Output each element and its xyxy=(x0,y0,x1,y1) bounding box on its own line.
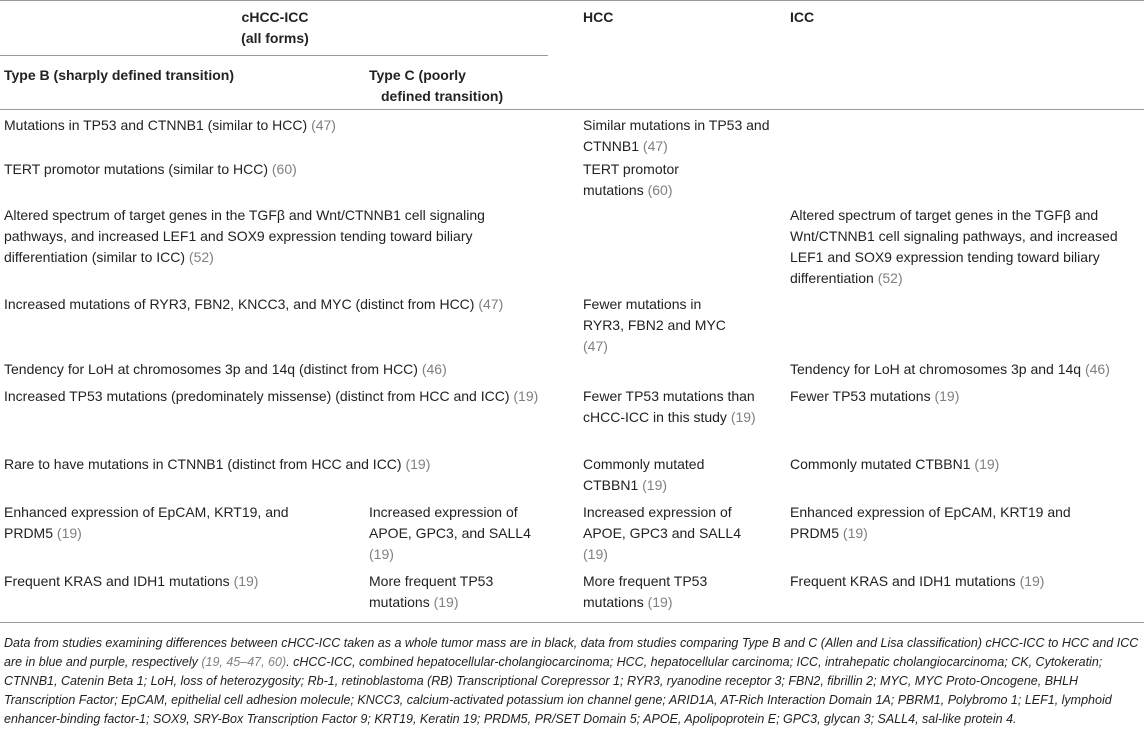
table-top-rule xyxy=(0,0,1144,1)
citation: (19) xyxy=(405,456,431,472)
citation: (19) xyxy=(842,525,868,541)
cell-text: Fewer TP53 mutations xyxy=(790,388,931,404)
hcc-column-header: HCC xyxy=(583,9,614,25)
row-2-type-b xyxy=(4,159,564,180)
row-1-hcc xyxy=(583,115,779,157)
cell-text: Altered spectrum of target genes in the TGFβ and Wnt/CTNNB1 cell signaling pathways, and increased LEF1 and SOX9 expression tending toward biliary differentiation (similar to ICC) xyxy=(4,207,485,265)
cell-text: Commonly mutated CTBBN1 xyxy=(583,456,705,493)
cell-text: More frequent TP53 mutations xyxy=(583,573,708,610)
group-header-label: cHCC-ICC xyxy=(241,9,309,25)
row-6-icc xyxy=(790,386,1134,407)
cell-text: Tendency for LoH at chromosomes 3p and 14q (distinct from HCC) xyxy=(4,361,418,377)
cell-text: Rare to have mutations in CTNNB1 (distinct from HCC and ICC) xyxy=(4,456,402,472)
row-6-hcc xyxy=(583,386,763,428)
citation: (46) xyxy=(1084,361,1110,377)
footnote-citations: (19, 45–47, 60) xyxy=(201,655,287,669)
row-8-type-b xyxy=(4,502,334,544)
citation: (19) xyxy=(369,546,394,562)
row-9-hcc xyxy=(583,571,743,613)
cell-text: Mutations in TP53 and CTNNB1 (similar to HCC) xyxy=(4,117,308,133)
citation: (19) xyxy=(513,388,539,404)
citation: (52) xyxy=(877,270,903,286)
cell-text: Enhanced expression of EpCAM, KRT19 and PRDM5 xyxy=(790,504,1071,541)
row-1-type-b xyxy=(4,115,564,136)
citation: (47) xyxy=(311,117,336,133)
group-header-sublabel: (all forms) xyxy=(241,30,309,46)
citation: (19) xyxy=(934,388,960,404)
row-7-type-b xyxy=(4,454,564,475)
cell-text: Increased expression of APOE, GPC3 and SALL4 xyxy=(583,504,741,541)
row-4-type-b xyxy=(4,294,534,315)
group-header-rule xyxy=(0,55,548,56)
header-bottom-rule xyxy=(0,109,1144,110)
row-9-icc xyxy=(790,571,1134,592)
cell-text: Altered spectrum of target genes in the TGFβ and Wnt/CTNNB1 cell signaling pathways, and increased LEF1 and SOX9 expression tending toward biliary differentiation xyxy=(790,207,1118,286)
citation: (47) xyxy=(478,296,504,312)
cell-text: Commonly mutated CTBBN1 xyxy=(790,456,971,472)
citation: (47) xyxy=(583,338,608,354)
cell-text: TERT promotor mutations (similar to HCC) xyxy=(4,161,268,177)
cell-text: Increased TP53 mutations (predominately missense) (distinct from HCC and ICC) xyxy=(4,388,510,404)
type-b-column-header: Type B (sharply defined transition) xyxy=(4,67,234,83)
cell-text: Enhanced expression of EpCAM, KRT19, and PRDM5 xyxy=(4,504,289,541)
citation: (60) xyxy=(647,182,673,198)
citation: (19) xyxy=(730,409,756,425)
group-header xyxy=(210,7,340,49)
row-7-hcc xyxy=(583,454,753,496)
cell-text: Fewer mutations in RYR3, FBN2 and MYC xyxy=(583,296,726,333)
footnote-abbreviations: . cHCC-ICC, combined hepatocellular-cholangiocarcinoma; HCC, hepatocellular carcinoma; ICC, intrahepatic cholangiocarcinoma; CK, Cytokeratin; CTNNB1, Catenin Beta 1; LoH, loss of heterozygosity; Rb-1, retinoblastoma (RB) Transcriptional Corepressor 1; RYR3, ryanodine receptor 3; FBN2, fibrillin 2; MYC, MYC Proto-Oncogene, BHLH Transcription Factor; EpCAM, epithelial cell adhesion molecule; KNCC3, calcium-activated potassium ion channel gene; ARID1A, AT-Rich Interaction Domain 1A; PBRM1, Polybromo 1; LEF1, lymphoid enhancer-binding factor-1; SOX9, SRY-Box Transcription Factor 9; KRT19, Keratin 19; PRDM5, PR/SET Domain 5; APOE, Apolipoprotein E; GPC3, glycan 3; SALL4, sal-like protein 4. xyxy=(4,655,1112,726)
row-7-icc xyxy=(790,454,1134,475)
table-footnote xyxy=(4,634,1140,729)
citation: (19) xyxy=(642,477,668,493)
row-9-type-b xyxy=(4,571,344,592)
citation: (19) xyxy=(433,594,459,610)
cell-text: More frequent TP53 mutations xyxy=(369,573,494,610)
type-c-header-line2: defined transition) xyxy=(381,88,504,104)
icc-column-header: ICC xyxy=(790,9,815,25)
cell-text: Frequent KRAS and IDH1 mutations xyxy=(790,573,1016,589)
citation: (19) xyxy=(1019,573,1045,589)
cell-text: Fewer TP53 mutations than cHCC-ICC in this study xyxy=(583,388,755,425)
citation: (19) xyxy=(56,525,82,541)
row-8-type-c xyxy=(369,502,549,565)
row-6-type-b xyxy=(4,386,544,407)
type-c-header-line1: Type C (poorly xyxy=(369,67,466,83)
cell-text: Increased mutations of RYR3, FBN2, KNCC3, and MYC (distinct from HCC) xyxy=(4,296,475,312)
citation: (19) xyxy=(647,594,673,610)
citation: (60) xyxy=(271,161,297,177)
citation: (19) xyxy=(583,546,608,562)
type-c-column-header xyxy=(369,65,503,107)
table-bottom-rule xyxy=(0,622,1144,623)
row-3-icc xyxy=(790,205,1134,289)
citation: (19) xyxy=(233,573,259,589)
row-2-hcc xyxy=(583,159,733,201)
cell-text: TERT promotor mutations xyxy=(583,161,679,198)
row-3-type-b xyxy=(4,205,514,268)
citation: (52) xyxy=(188,249,214,265)
row-5-type-b xyxy=(4,359,564,380)
row-9-type-c xyxy=(369,571,519,613)
cell-text: Frequent KRAS and IDH1 mutations xyxy=(4,573,230,589)
cell-text: Similar mutations in TP53 and CTNNB1 xyxy=(583,117,770,154)
cell-text: Increased expression of APOE, GPC3, and SALL4 xyxy=(369,504,531,541)
row-8-hcc xyxy=(583,502,763,565)
row-4-hcc xyxy=(583,294,733,357)
footnote-text: Data from studies examining differences between cHCC-ICC taken as a whole tumor mass are in black, data from studies comparing Type B and C (Allen and Lisa classification) cHCC-ICC to HCC and ICC are in blue and purple, respectively xyxy=(4,636,1139,669)
citation: (46) xyxy=(421,361,447,377)
citation: (19) xyxy=(974,456,1000,472)
row-5-icc xyxy=(790,359,1140,380)
citation: (47) xyxy=(642,138,668,154)
row-8-icc xyxy=(790,502,1120,544)
cell-text: Tendency for LoH at chromosomes 3p and 14q xyxy=(790,361,1082,377)
